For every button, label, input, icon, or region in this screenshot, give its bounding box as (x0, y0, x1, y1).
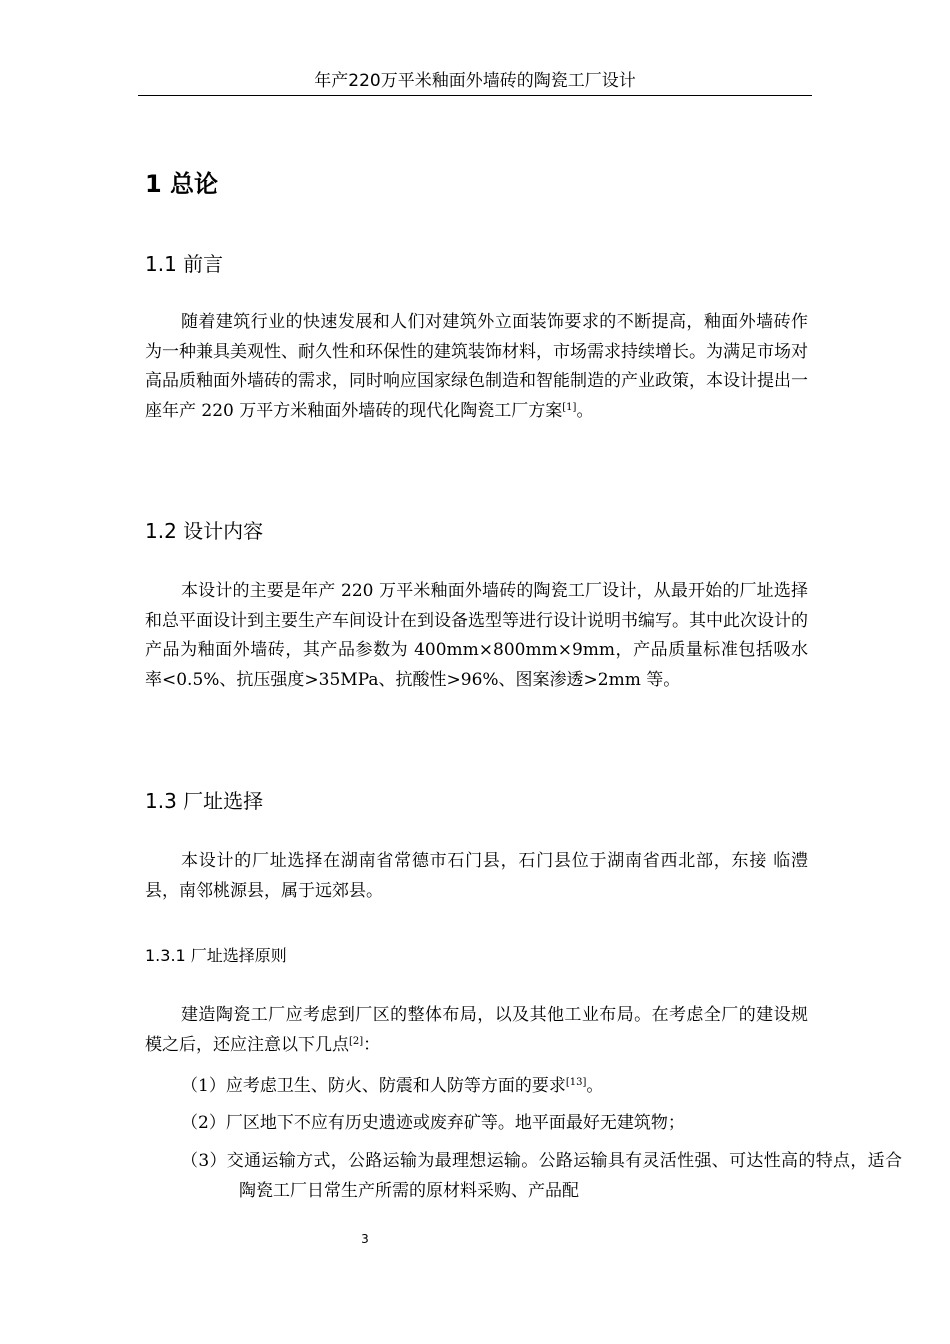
page-number: 3 (361, 1232, 369, 1246)
citation: [1] (562, 401, 577, 413)
citation: [13] (565, 1077, 587, 1088)
paragraph-1-3-1 (145, 1001, 808, 1060)
subsection-title-1-3-1: 1.3.1 厂址选择原则 (145, 946, 287, 965)
list-item-3 (145, 1147, 902, 1206)
paragraph-1-1 (145, 308, 808, 426)
list-item-text: （2）厂区地下不应有历史遗迹或废弃矿等。地平面最好无建筑物； (181, 1113, 685, 1133)
chapter-title: 1 总论 (145, 170, 219, 198)
paragraph-tail: 。 (576, 400, 594, 421)
list-item-2 (145, 1109, 902, 1139)
paragraph-1-3 (145, 847, 808, 906)
list-item-text: （1）应考虑卫生、防火、防震和人防等方面的要求 (181, 1076, 566, 1096)
paragraph-1-2 (145, 577, 808, 695)
paragraph-text: 建造陶瓷工厂应考虑到厂区的整体布局，以及其他工业布局。在考虑全厂的建设规模之后，还应注意以下几点 (145, 1005, 808, 1055)
paragraph-tail: ： (363, 1034, 381, 1055)
paragraph-text: 本设计的主要是年产 220 万平米釉面外墙砖的陶瓷工厂设计，从最开始的厂址选择和总平面设计到主要生产车间设计在到设备选型等进行设计说明书编写。其中此次设计的产品为釉面外墙砖，其产品参数为 400mm×800mm×9mm，产品质量标准包括吸水率<0.5%、抗压强度>35MPa、抗酸性>96%、图案渗透>2mm 等。 (145, 581, 808, 690)
page-header: 年产220万平米釉面外墙砖的陶瓷工厂设计 (138, 68, 812, 96)
list-item-1 (145, 1072, 902, 1102)
section-title-1-3: 1.3 厂址选择 (145, 789, 264, 813)
section-title-1-2: 1.2 设计内容 (145, 519, 264, 543)
list-item-tail: 。 (586, 1076, 604, 1096)
paragraph-text: 本设计的厂址选择在湖南省常德市石门县，石门县位于湖南省西北部，东接 临澧县，南邻桃源县，属于远郊县。 (145, 851, 808, 901)
list-item-text: （3）交通运输方式，公路运输为最理想运输。公路运输具有灵活性强、可达性高的特点，适合陶瓷工厂日常生产所需的原材料采购、产品配 (181, 1151, 902, 1201)
paragraph-text: 随着建筑行业的快速发展和人们对建筑外立面装饰要求的不断提高，釉面外墙砖作为一种兼具美观性、耐久性和环保性的建筑装饰材料，市场需求持续增长。为满足市场对高品质釉面外墙砖的需求，同时响应国家绿色制造和智能制造的产业政策，本设计提出一座年产 220 万平方米釉面外墙砖的现代化陶瓷工厂方案 (145, 312, 808, 421)
section-title-1-1: 1.1 前言 (145, 252, 224, 276)
citation: [2] (349, 1035, 364, 1047)
